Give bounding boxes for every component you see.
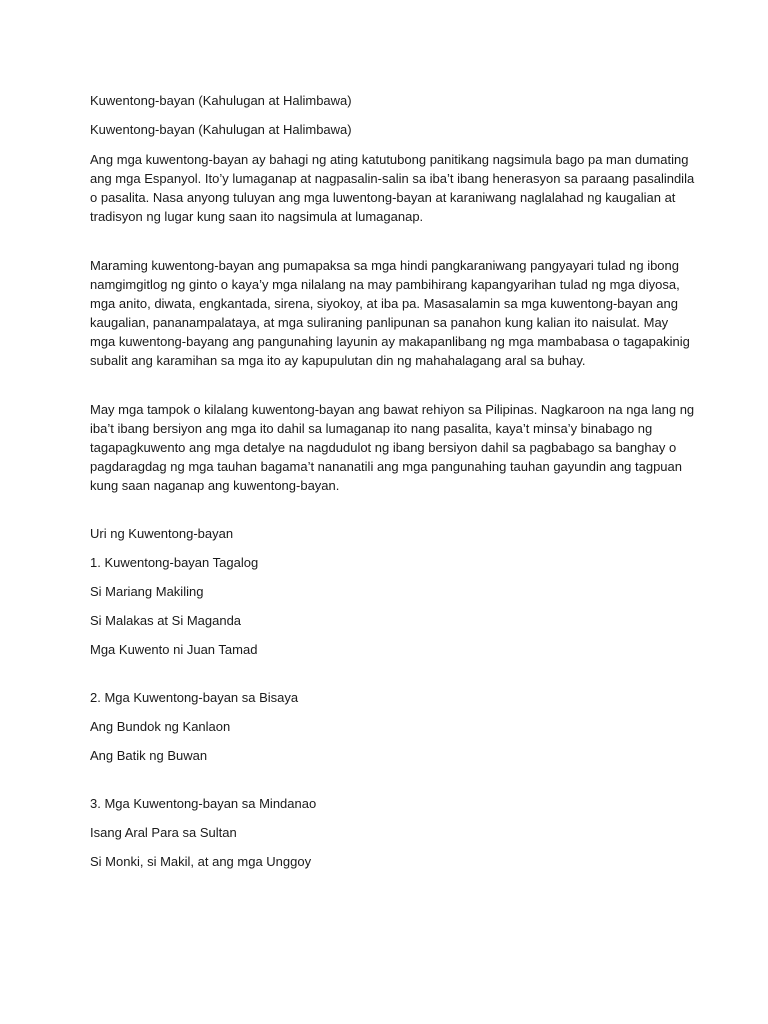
paragraph-definition — [90, 150, 695, 226]
paragraph-topics — [90, 256, 688, 370]
paragraph-line: May mga tampok o kilalang kuwentong-bayan ang bawat rehiyon sa Pilipinas. Nagkaroon na nga lang ng — [90, 402, 695, 417]
paragraph-line: mga kuwentong-bayang ang pangunahing layunin ay makapanlibang ng mga mambabasa o tagapakinig — [90, 334, 690, 349]
paragraph-line: namgimgitlog ng ginto o kaya’y mga nilalang na may pambihirang kapangyarihan tulad ng mga diyosa, — [90, 277, 680, 292]
paragraph-line: Maraming kuwentong-bayan ang pumapaksa sa mga hindi pangkaraniwang pangyayari tulad ng ibong — [90, 258, 679, 273]
document-title-repeat: Kuwentong-bayan (Kahulugan at Halimbawa) — [90, 122, 352, 137]
list-item: Mga Kuwento ni Juan Tamad — [90, 642, 258, 657]
paragraph-regions — [90, 400, 695, 495]
list-item: Si Malakas at Si Maganda — [90, 613, 242, 628]
section-heading-tagalog: 1. Kuwentong-bayan Tagalog — [90, 555, 259, 570]
section-heading-mindanao: 3. Mga Kuwentong-bayan sa Mindanao — [90, 796, 317, 811]
types-heading: Uri ng Kuwentong-bayan — [90, 526, 234, 541]
list-item: Si Monki, si Makil, at ang mga Unggoy — [90, 854, 312, 869]
paragraph-line: subalit ang karamihan sa mga ito ay kapupulutan din ng mahahalagang aral sa buhay. — [90, 353, 586, 368]
paragraph-line: pagdaragdag ng mga tauhan bagama’t nananatili ang mga pangunahing tauhan gayundin ang tagpuan — [90, 459, 682, 474]
paragraph-line: ang mga Espanyol. Ito’y lumaganap at nagpasalin-salin sa iba’t ibang henerasyon sa paraang pasalindila — [90, 171, 695, 186]
paragraph-line: Ang mga kuwentong-bayan ay bahagi ng ating katutubong panitikang nagsimula bago pa man dumating — [90, 152, 689, 167]
list-item: Ang Batik ng Buwan — [90, 748, 208, 763]
paragraph-line: kung saan naganap ang kuwentong-bayan. — [90, 478, 340, 493]
paragraph-line: kaugalian, pananampalataya, at mga suliraning panlipunan sa panahon kung kalian ito naisulat. May — [90, 315, 669, 330]
paragraph-line: tradisyon ng lugar kung saan ito nagsimula at lumaganap. — [90, 209, 424, 224]
document-title: Kuwentong-bayan (Kahulugan at Halimbawa) — [90, 93, 352, 108]
paragraph-line: tagapagkuwento ang mga detalye na nagdudulot ng ibang bersiyon dahil sa pagbabago sa banghay o — [90, 440, 677, 455]
section-heading-bisaya: 2. Mga Kuwentong-bayan sa Bisaya — [90, 690, 299, 705]
list-item: Isang Aral Para sa Sultan — [90, 825, 237, 840]
paragraph-line: o pasalita. Nasa anyong tuluyan ang mga luwentong-bayan at karaniwang naglalahad ng kaugalian at — [90, 190, 676, 205]
list-item: Ang Bundok ng Kanlaon — [90, 719, 231, 734]
paragraph-line: mga anito, diwata, engkantada, sirena, siyokoy, at iba pa. Masasalamin sa mga kuwentong-bayan ang — [90, 296, 678, 311]
list-item: Si Mariang Makiling — [90, 584, 204, 599]
paragraph-line: iba’t ibang bersiyon ang mga ito dahil sa lumaganap ito nang pasalita, kaya’t minsa’y binabago ng — [90, 421, 653, 436]
